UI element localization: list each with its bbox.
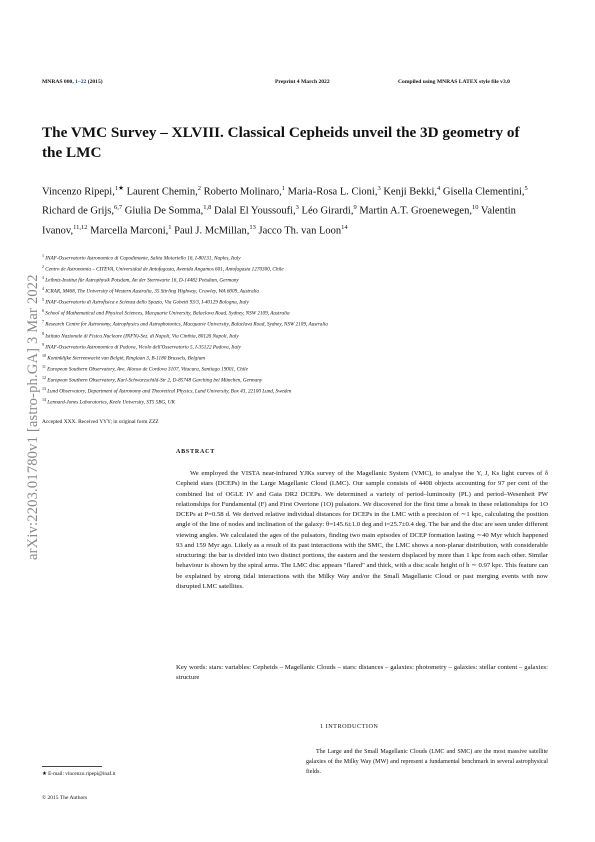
author-affiliation-marker: 3 <box>295 204 299 212</box>
affiliation-line <box>42 274 562 285</box>
affiliation-list <box>42 252 562 407</box>
journal-volume: 000 <box>63 79 73 85</box>
author-affiliation-marker: 13 <box>249 223 256 231</box>
author-affiliation-marker: 11,12 <box>73 223 88 231</box>
affiliation-number: 14 <box>42 397 46 403</box>
affiliation-line <box>42 363 562 374</box>
affiliation-number: 3 <box>42 275 44 281</box>
affiliation-line <box>42 263 562 274</box>
affiliation-line <box>42 285 562 296</box>
affiliation-number: 4 <box>42 286 44 292</box>
affiliation-line <box>42 396 562 407</box>
affiliation-text: Koninklijke Sterrenwacht van België, Ringlaan 3, B-1180 Brussels, Belgium <box>46 355 206 362</box>
author-name: Roberto Molinaro, <box>203 186 282 198</box>
affiliation-text: ICRAR, M468, The University of Western Australia, 35 Stirling Highway, Crawley, WA 6009, Australia <box>44 288 260 295</box>
author-name: Martin A.T. Groenewegen, <box>359 205 472 217</box>
affiliation-text: European Southern Observatory, Karl-Schwarzschild-Str 2, D-85748 Garching bei München, Germany <box>46 377 263 384</box>
affiliation-text: Istituto Nazionale di Fisica Nucleare (INFN)-Sez. di Napoli, Via Cinthia, 80126 Napoli, Italy <box>44 333 239 340</box>
affiliation-number: 11 <box>42 363 46 369</box>
affiliation-number: 6 <box>42 308 44 314</box>
affiliation-text: INAF-Osservatorio di Astrofisica e Scienza dello Spazio, Via Gobetti 93/3, I-40129 Bologna, Italy <box>44 300 249 307</box>
author-name: Léo Girardi, <box>301 205 354 217</box>
affiliation-line <box>42 318 562 329</box>
author-affiliation-marker: 9 <box>353 204 357 212</box>
affiliation-text: INAF-Osservatorio Astronomico di Capodimonte, Salita Moiariello 16, I-80131, Naples, Italy <box>44 255 241 262</box>
affiliation-text: Research Centre for Astronomy, Astrophysics and Astrophotonics, Macquarie University, Balaclava Road, Sydney, NSW 2109, Australia <box>44 322 328 329</box>
author-name: Vincenzo Ripepi, <box>42 186 115 198</box>
affiliation-number: 12 <box>42 374 46 380</box>
affiliation-text: Lund Observatory, Department of Astronomy and Theoretical Physics, Lund University, Box 43, 22100 Lund, Sweden <box>46 388 292 395</box>
author-name: Dalal El Youssoufi, <box>213 205 296 217</box>
affiliation-number: 10 <box>42 352 46 358</box>
abstract-heading: ABSTRACT <box>176 449 216 455</box>
affiliation-line <box>42 296 562 307</box>
author-name: Giulia De Somma, <box>124 205 204 217</box>
author-affiliation-marker: 1 <box>281 185 285 192</box>
author-affiliation-marker: 6,7 <box>114 204 123 212</box>
affiliation-number: 8 <box>42 330 44 336</box>
author-name: Laurent Chemin, <box>126 186 198 198</box>
affiliation-text: INAF-Osservatorio Astronomico di Padova, Vicolo dell'Osservatorio 5, I-35122 Padova, Italy <box>44 344 241 351</box>
journal-year: (2015) <box>87 79 103 85</box>
section-heading-introduction: 1 INTRODUCTION <box>320 723 379 730</box>
author-list <box>42 181 562 239</box>
affiliation-text: Centro de Astronomía – CITEVA, Universidad de Antofagasta, Avenida Angamos 601, Antofagasta 1270300, Chile <box>44 266 284 273</box>
running-header-left: MNRAS 000, 1–22 (2015) <box>42 79 103 85</box>
author-name: Paul J. McMillan, <box>174 225 250 237</box>
affiliation-line <box>42 330 562 341</box>
affiliation-number: 13 <box>42 385 46 391</box>
compiled-note: Compiled using MNRAS LATEX style file v3.0 <box>398 79 510 85</box>
email-footnote: ★ E-mail: vincenzo.ripepi@inaf.it <box>42 771 116 777</box>
author-affiliation-marker: 10 <box>471 204 479 212</box>
affiliation-line <box>42 352 562 363</box>
author-affiliation-marker: 14 <box>341 223 348 231</box>
author-name: Richard de Grijs, <box>42 205 115 217</box>
journal-name: MNRAS <box>42 79 63 85</box>
author-name: Kenji Bekki, <box>383 186 437 198</box>
author-name: Gisella Clementini, <box>442 186 525 198</box>
paper-title: The VMC Survey – XLVIII. Classical Cepheids unveil the 3D geometry of the LMC <box>42 124 520 161</box>
author-affiliation-marker: 1 <box>168 223 172 231</box>
affiliation-text: European Southern Observatory, Ave. Alonso de Cordova 3107, Vitacura, Santiago 19001, Chile <box>45 366 248 373</box>
author-name: Jacco Th. van Loon <box>258 225 342 237</box>
author-name: Marcella Marconi, <box>90 225 169 237</box>
page-range[interactable]: 1–22 <box>75 79 87 85</box>
affiliation-number: 9 <box>42 341 44 347</box>
affiliation-line <box>42 374 562 385</box>
affiliation-line <box>42 341 562 352</box>
keywords: Key words: stars: variables: Cepheids – Magellanic Clouds – stars: distances – galaxies: photometry – galaxies: stellar content – galaxies: structure <box>176 664 548 682</box>
affiliation-number: 2 <box>42 264 44 270</box>
author-affiliation-marker: 1,8 <box>203 204 212 212</box>
accepted-line: Accepted XXX. Received YYY; in original form ZZZ <box>42 419 159 425</box>
affiliation-line <box>42 385 562 396</box>
author-name: Valentin Ivanov, <box>42 205 516 237</box>
introduction-text: The Large and the Small Magellanic Clouds (LMC and SMC) are the most massive satellite galaxies of the Milky Way (MW) and represent a fundamental benchmark in several astrophysical fields. <box>306 749 548 775</box>
affiliation-text: Leibniz-Institut für Astrophysik Potsdam, An der Sternwarte 16, D-14482 Potsdam, Germany <box>44 277 239 284</box>
affiliation-number: 1 <box>42 253 44 258</box>
preprint-date: Preprint 4 March 2022 <box>275 79 330 85</box>
author-affiliation-marker: 3 <box>377 185 381 192</box>
author-affiliation-marker: 2 <box>197 185 201 192</box>
footnote-divider <box>42 766 102 767</box>
affiliation-number: 5 <box>42 297 44 303</box>
author-affiliation-marker: 1★ <box>114 185 124 192</box>
author-name: Maria-Rosa L. Cioni, <box>287 186 378 198</box>
affiliation-line <box>42 307 562 318</box>
abstract-text: We employed the VISTA near-infrared YJKs survey of the Magellanic System (VMC), to analyse the Y, J, Ks light curves of δ Cepheid stars (DCEPs) in the Large Magellanic Cloud (LMC). Our sample consists of 4408 objects accounting for 97 per cent of the combined list of OGLE IV and Gaia DR2 DCEPs. We determined a variety of period–luminosity (PL) and period–Wesenheit PW relationships for Fundamental (F) and First Overtone (1O) pulsators. We discovered for the first time a break in these relationships for 1O DCEPs at P=0.58 d. We derived relative individual distances for DCEPs in the LMC with a precision of ∼1 kpc, calculating the position angle of the line of nodes and inclination of the galaxy: θ=145.6±1.0 deg and i=25.7±0.4 deg. The bar and the disc are seen under different viewing angles. We calculated the ages of the pulsators, finding two main episodes of DCEP formation lasting ∼40 Myr which happened 93 and 159 Myr ago. Likely as a result of its past interactions with the SMC, the LMC shows a non-planar distribution, with considerable structuring: the bar is divided into two distinct portions, the eastern and the western displaced by more than 1 kpc from each other. Similar behaviour is shown by the spiral arms. The LMC disc appears "flared" and thick, with a disc scale height of h ∼ 0.97 kpc. This feature can be explained by strong tidal interactions with the Milky Way and/or the Small Magellanic Cloud or past merging events with now disrupted LMC satellites. <box>176 470 548 590</box>
affiliation-line <box>42 252 562 263</box>
affiliation-text: School of Mathematical and Physical Sciences, Macquarie University, Balaclava Road, Sydney, NSW 2109, Australia <box>44 311 290 318</box>
copyright-notice: © 2015 The Authors <box>42 795 88 801</box>
arxiv-identifier: arXiv:2203.01780v1 [astro-ph.GA] 3 Mar 2022 <box>25 274 41 560</box>
author-affiliation-marker: 4 <box>437 185 441 192</box>
affiliation-number: 7 <box>42 319 44 325</box>
affiliation-text: Lennard-Jones Laboratories, Keele University, ST5 5BG, UK <box>46 399 175 406</box>
author-affiliation-marker: 5 <box>524 185 528 192</box>
